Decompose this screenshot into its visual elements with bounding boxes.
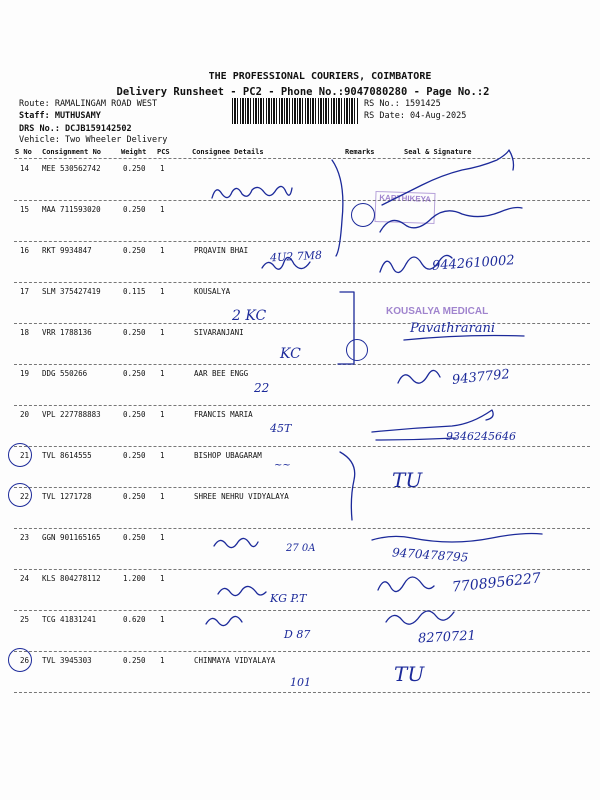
row-pcs: 1 <box>160 205 165 214</box>
circle-mark-remarks-18 <box>346 339 368 361</box>
hand-sig-r22: TU <box>392 468 423 492</box>
hand-note-r18: KC <box>280 346 301 362</box>
circle-mark-remarks-15 <box>351 203 375 227</box>
row-weight: 0.250 <box>123 205 146 214</box>
runsheet-title: Delivery Runsheet - PC2 - Phone No.:9047080280 - Page No.:2 <box>116 86 490 98</box>
row-consignee: PRQAVIN BHAI <box>194 246 249 255</box>
drs-label: DRS No.: DCJB159142502 <box>19 124 132 134</box>
row-consignee: BISHOP UBAGARAM <box>194 451 262 460</box>
hand-phone-r19: 9437792 <box>451 367 511 388</box>
col-sno: S No <box>15 148 32 156</box>
rs-number: RS No.: 1591425 <box>364 99 441 109</box>
hand-phone-r16: 9442610002 <box>431 253 516 274</box>
row-consignment-no: TVL 8614555 <box>42 451 92 460</box>
row-weight: 0.250 <box>123 328 146 337</box>
hand-note-r16: 4U2 7M8 <box>269 248 323 265</box>
row-sno: 15 <box>20 205 30 214</box>
kousalya-medical-stamp: KOUSALYA MEDICAL <box>386 306 489 317</box>
company-name: THE PROFESSIONAL COURIERS, COIMBATORE <box>208 71 432 82</box>
circle-mark-22 <box>8 483 32 507</box>
route-label: Route: RAMALINGAM ROAD WEST <box>19 99 158 109</box>
table-row <box>0 488 600 528</box>
row-sno: 16 <box>20 246 30 255</box>
hand-note-r21: ~~ <box>274 460 291 471</box>
hand-phone-r20: 9346245646 <box>446 430 516 443</box>
table-row <box>0 201 600 241</box>
row-consignment-no: GGN 901165165 <box>42 533 101 542</box>
row-pcs: 1 <box>160 492 165 501</box>
hand-note-r25: D 87 <box>284 628 311 641</box>
row-weight: 0.250 <box>123 656 146 665</box>
row-pcs: 1 <box>160 533 165 542</box>
table-row <box>0 283 600 323</box>
row-pcs: 1 <box>160 287 165 296</box>
hand-phone-r25: 8270721 <box>417 628 477 647</box>
header-divider <box>14 158 590 159</box>
row-consignee: KOUSALYA <box>194 287 231 296</box>
row-consignment-no: KLS 804278112 <box>42 574 101 583</box>
hand-note-r17: 2 KC <box>232 308 267 324</box>
col-consignment: Consignment No <box>42 148 102 156</box>
col-consignee: Consignee Details <box>192 148 264 156</box>
barcode <box>232 98 358 124</box>
row-sno: 25 <box>20 615 30 624</box>
hand-sig-r18: Pavathrarani <box>410 321 496 336</box>
hand-phone-r23: 9470478795 <box>391 545 469 565</box>
staff-label: Staff: MUTHUSAMY <box>19 111 101 121</box>
row-consignment-no: MAA 711593020 <box>42 205 101 214</box>
table-row <box>0 365 600 405</box>
row-consignment-no: TVL 1271728 <box>42 492 92 501</box>
row-weight: 0.250 <box>123 246 146 255</box>
row-sno: 20 <box>20 410 30 419</box>
row-divider <box>14 692 590 693</box>
col-pcs: PCS <box>157 148 170 156</box>
row-consignment-no: MEE 530562742 <box>42 164 101 173</box>
row-pcs: 1 <box>160 164 165 173</box>
row-pcs: 1 <box>160 656 165 665</box>
rs-date: RS Date: 04-Aug-2025 <box>364 111 467 121</box>
row-consignee: CHINMAYA VIDYALAYA <box>194 656 276 665</box>
row-sno: 17 <box>20 287 30 296</box>
row-weight: 0.250 <box>123 492 146 501</box>
hand-note-r26: 101 <box>290 676 311 689</box>
row-sno: 19 <box>20 369 30 378</box>
table-row <box>0 447 600 487</box>
row-weight: 0.250 <box>123 369 146 378</box>
row-consignment-no: VPL 227788883 <box>42 410 101 419</box>
row-pcs: 1 <box>160 410 165 419</box>
row-sno: 21 <box>20 451 30 460</box>
row-sno: 26 <box>20 656 30 665</box>
row-pcs: 1 <box>160 246 165 255</box>
row-weight: 0.115 <box>123 287 146 296</box>
row-consignment-no: RKT 9934847 <box>42 246 92 255</box>
row-consignee: FRANCIS MARIA <box>194 410 253 419</box>
row-pcs: 1 <box>160 328 165 337</box>
hand-note-r24: KG P.T <box>270 592 307 605</box>
row-consignment-no: TVL 3945303 <box>42 656 92 665</box>
row-weight: 0.250 <box>123 410 146 419</box>
row-sno: 14 <box>20 164 30 173</box>
row-pcs: 1 <box>160 574 165 583</box>
row-pcs: 1 <box>160 451 165 460</box>
karthikeya-stamp: KARTHIKEYA <box>374 191 435 224</box>
col-seal-signature: Seal & Signature <box>404 148 472 156</box>
table-row <box>0 160 600 200</box>
row-pcs: 1 <box>160 615 165 624</box>
col-remarks: Remarks <box>345 148 375 156</box>
row-consignment-no: TCG 41831241 <box>42 615 97 624</box>
row-consignee: SIVARANJANI <box>194 328 244 337</box>
row-weight: 1.200 <box>123 574 146 583</box>
row-consignee: AAR BEE ENGG <box>194 369 249 378</box>
hand-note-r19: 22 <box>254 381 270 395</box>
hand-note-r20: 45T <box>270 422 292 435</box>
row-consignee: SHREE NEHRU VIDYALAYA <box>194 492 289 501</box>
row-consignment-no: SLM 375427419 <box>42 287 101 296</box>
circle-mark-21 <box>8 443 32 467</box>
row-sno: 18 <box>20 328 30 337</box>
circle-mark-26 <box>8 648 32 672</box>
hand-sig-r26: TU <box>394 662 425 686</box>
row-weight: 0.250 <box>123 533 146 542</box>
row-sno: 22 <box>20 492 30 501</box>
row-sno: 24 <box>20 574 30 583</box>
row-consignment-no: DDG 550266 <box>42 369 88 378</box>
row-weight: 0.250 <box>123 451 146 460</box>
row-weight: 0.250 <box>123 164 146 173</box>
row-weight: 0.620 <box>123 615 146 624</box>
hand-note-r23: 27 0A <box>286 543 316 554</box>
vehicle-label: Vehicle: Two Wheeler Delivery <box>19 135 168 145</box>
hand-phone-r24: 7708956227 <box>451 570 542 596</box>
row-consignment-no: VRR 1788136 <box>42 328 92 337</box>
row-sno: 23 <box>20 533 30 542</box>
col-weight: Weight <box>121 148 147 156</box>
row-pcs: 1 <box>160 369 165 378</box>
